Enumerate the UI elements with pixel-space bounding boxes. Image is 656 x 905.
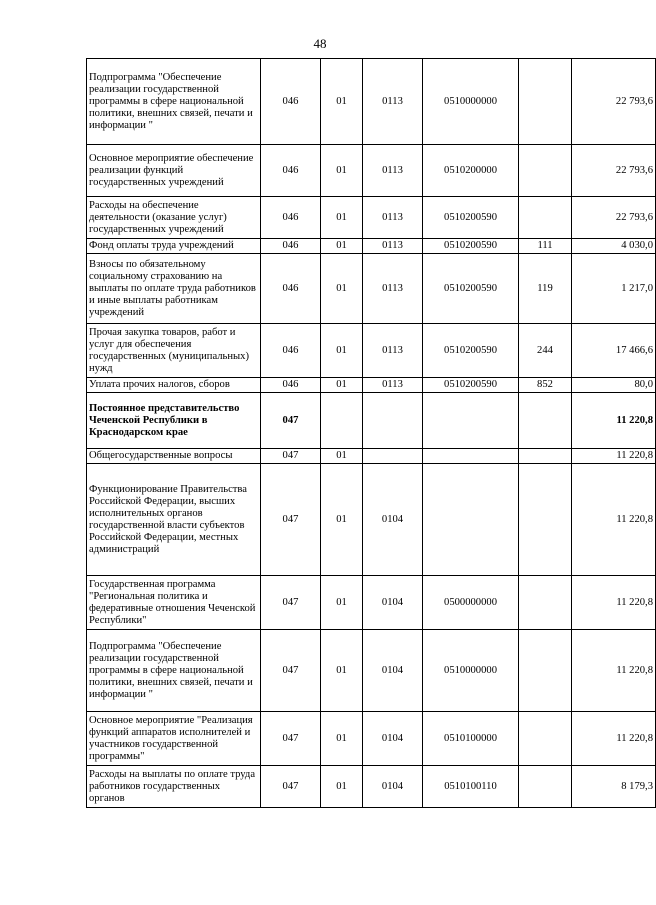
row-amount: 11 220,8: [572, 449, 656, 464]
row-target-article: 0510000000: [423, 630, 519, 712]
row-ved-code: 047: [261, 630, 321, 712]
row-name: Постоянное представительство Чеченской Республики в Краснодарском крае: [87, 393, 261, 449]
row-name: Уплата прочих налогов, сборов: [87, 378, 261, 393]
row-section-code: 01: [321, 145, 363, 197]
row-amount: 1 217,0: [572, 254, 656, 324]
row-name: Взносы по обязательному социальному страхованию на выплаты по оплате труда работников и иные выплаты работникам учреждений: [87, 254, 261, 324]
row-ved-code: 047: [261, 393, 321, 449]
row-expense-type: [519, 576, 572, 630]
row-section-code: [321, 393, 363, 449]
row-amount: 22 793,6: [572, 197, 656, 239]
row-target-article: [423, 393, 519, 449]
row-section-code: 01: [321, 449, 363, 464]
row-amount: 4 030,0: [572, 239, 656, 254]
row-section-code: 01: [321, 712, 363, 766]
row-ved-code: 046: [261, 254, 321, 324]
row-section-code: 01: [321, 766, 363, 808]
row-expense-type: [519, 630, 572, 712]
row-target-article: 0500000000: [423, 576, 519, 630]
row-ved-code: 046: [261, 378, 321, 393]
row-name: Основное мероприятие "Реализация функций аппаратов исполнителей и участников государственной программы": [87, 712, 261, 766]
row-target-article: 0510200590: [423, 239, 519, 254]
row-target-article: [423, 449, 519, 464]
table-row: [87, 59, 656, 145]
row-ved-code: 046: [261, 324, 321, 378]
row-amount: 11 220,8: [572, 576, 656, 630]
row-expense-type: 119: [519, 254, 572, 324]
table-row: [87, 576, 656, 630]
row-expense-type: [519, 393, 572, 449]
table-row: [87, 630, 656, 712]
row-expense-type: [519, 449, 572, 464]
row-target-article: 0510200590: [423, 197, 519, 239]
row-target-article: 0510200590: [423, 324, 519, 378]
row-name: Расходы на выплаты по оплате труда работников государственных органов: [87, 766, 261, 808]
budget-table: [86, 58, 656, 808]
row-name: Расходы на обеспечение деятельности (оказание услуг) государственных учреждений: [87, 197, 261, 239]
row-target-article: 0510200590: [423, 254, 519, 324]
table-row: [87, 197, 656, 239]
page-number: 48: [313, 36, 327, 51]
table-row: [87, 378, 656, 393]
table-row: [87, 254, 656, 324]
row-section-code: 01: [321, 324, 363, 378]
row-ved-code: 046: [261, 59, 321, 145]
row-amount: 8 179,3: [572, 766, 656, 808]
row-target-article: 0510100110: [423, 766, 519, 808]
table-row: [87, 239, 656, 254]
row-section-code: 01: [321, 197, 363, 239]
row-expense-type: [519, 197, 572, 239]
row-expense-type: [519, 59, 572, 145]
row-name: Функционирование Правительства Российской Федерации, высших исполнительных органов государственной власти субъектов Российской Федерации, местных администраций: [87, 464, 261, 576]
row-amount: 17 466,6: [572, 324, 656, 378]
row-subsection-code: 0113: [363, 59, 423, 145]
row-subsection-code: 0104: [363, 576, 423, 630]
row-section-code: 01: [321, 630, 363, 712]
row-target-article: 0510200590: [423, 378, 519, 393]
table-row: [87, 712, 656, 766]
row-subsection-code: 0113: [363, 254, 423, 324]
row-name: Подпрограмма "Обеспечение реализации государственной программы в сфере национальной политики, внешних связей, печати и информации ": [87, 59, 261, 145]
row-ved-code: 047: [261, 449, 321, 464]
row-subsection-code: [363, 393, 423, 449]
row-name: Общегосударственные вопросы: [87, 449, 261, 464]
row-subsection-code: 0113: [363, 239, 423, 254]
row-amount: 22 793,6: [572, 59, 656, 145]
row-ved-code: 047: [261, 712, 321, 766]
row-expense-type: 111: [519, 239, 572, 254]
row-expense-type: 244: [519, 324, 572, 378]
row-subsection-code: 0104: [363, 766, 423, 808]
row-expense-type: [519, 712, 572, 766]
table-row: [87, 324, 656, 378]
row-name: Прочая закупка товаров, работ и услуг для обеспечения государственных (муниципальных) нужд: [87, 324, 261, 378]
row-subsection-code: 0104: [363, 712, 423, 766]
row-amount: 11 220,8: [572, 712, 656, 766]
row-subsection-code: [363, 449, 423, 464]
row-expense-type: [519, 464, 572, 576]
row-amount: 80,0: [572, 378, 656, 393]
row-amount: 11 220,8: [572, 393, 656, 449]
row-target-article: [423, 464, 519, 576]
row-name: Государственная программа "Региональная политика и федеративные отношения Чеченской Республики": [87, 576, 261, 630]
row-ved-code: 047: [261, 766, 321, 808]
table-row: [87, 464, 656, 576]
table-row: [87, 393, 656, 449]
row-subsection-code: 0113: [363, 324, 423, 378]
row-subsection-code: 0113: [363, 145, 423, 197]
row-section-code: 01: [321, 239, 363, 254]
row-name: Подпрограмма "Обеспечение реализации государственной программы в сфере национальной политики, внешних связей, печати и информации ": [87, 630, 261, 712]
row-subsection-code: 0104: [363, 630, 423, 712]
row-ved-code: 047: [261, 576, 321, 630]
row-name: Основное мероприятие обеспечение реализации функций государственных учреждений: [87, 145, 261, 197]
row-amount: 11 220,8: [572, 464, 656, 576]
row-target-article: 0510000000: [423, 59, 519, 145]
row-subsection-code: 0113: [363, 378, 423, 393]
row-ved-code: 047: [261, 464, 321, 576]
row-section-code: 01: [321, 59, 363, 145]
row-subsection-code: 0113: [363, 197, 423, 239]
row-ved-code: 046: [261, 197, 321, 239]
table-row: [87, 145, 656, 197]
table-row: [87, 449, 656, 464]
row-section-code: 01: [321, 378, 363, 393]
row-ved-code: 046: [261, 145, 321, 197]
row-amount: 22 793,6: [572, 145, 656, 197]
row-expense-type: [519, 766, 572, 808]
row-expense-type: [519, 145, 572, 197]
row-subsection-code: 0104: [363, 464, 423, 576]
row-target-article: 0510200000: [423, 145, 519, 197]
row-amount: 11 220,8: [572, 630, 656, 712]
row-name: Фонд оплаты труда учреждений: [87, 239, 261, 254]
table-row: [87, 766, 656, 808]
row-ved-code: 046: [261, 239, 321, 254]
row-section-code: 01: [321, 576, 363, 630]
row-section-code: 01: [321, 464, 363, 576]
row-expense-type: 852: [519, 378, 572, 393]
row-target-article: 0510100000: [423, 712, 519, 766]
row-section-code: 01: [321, 254, 363, 324]
